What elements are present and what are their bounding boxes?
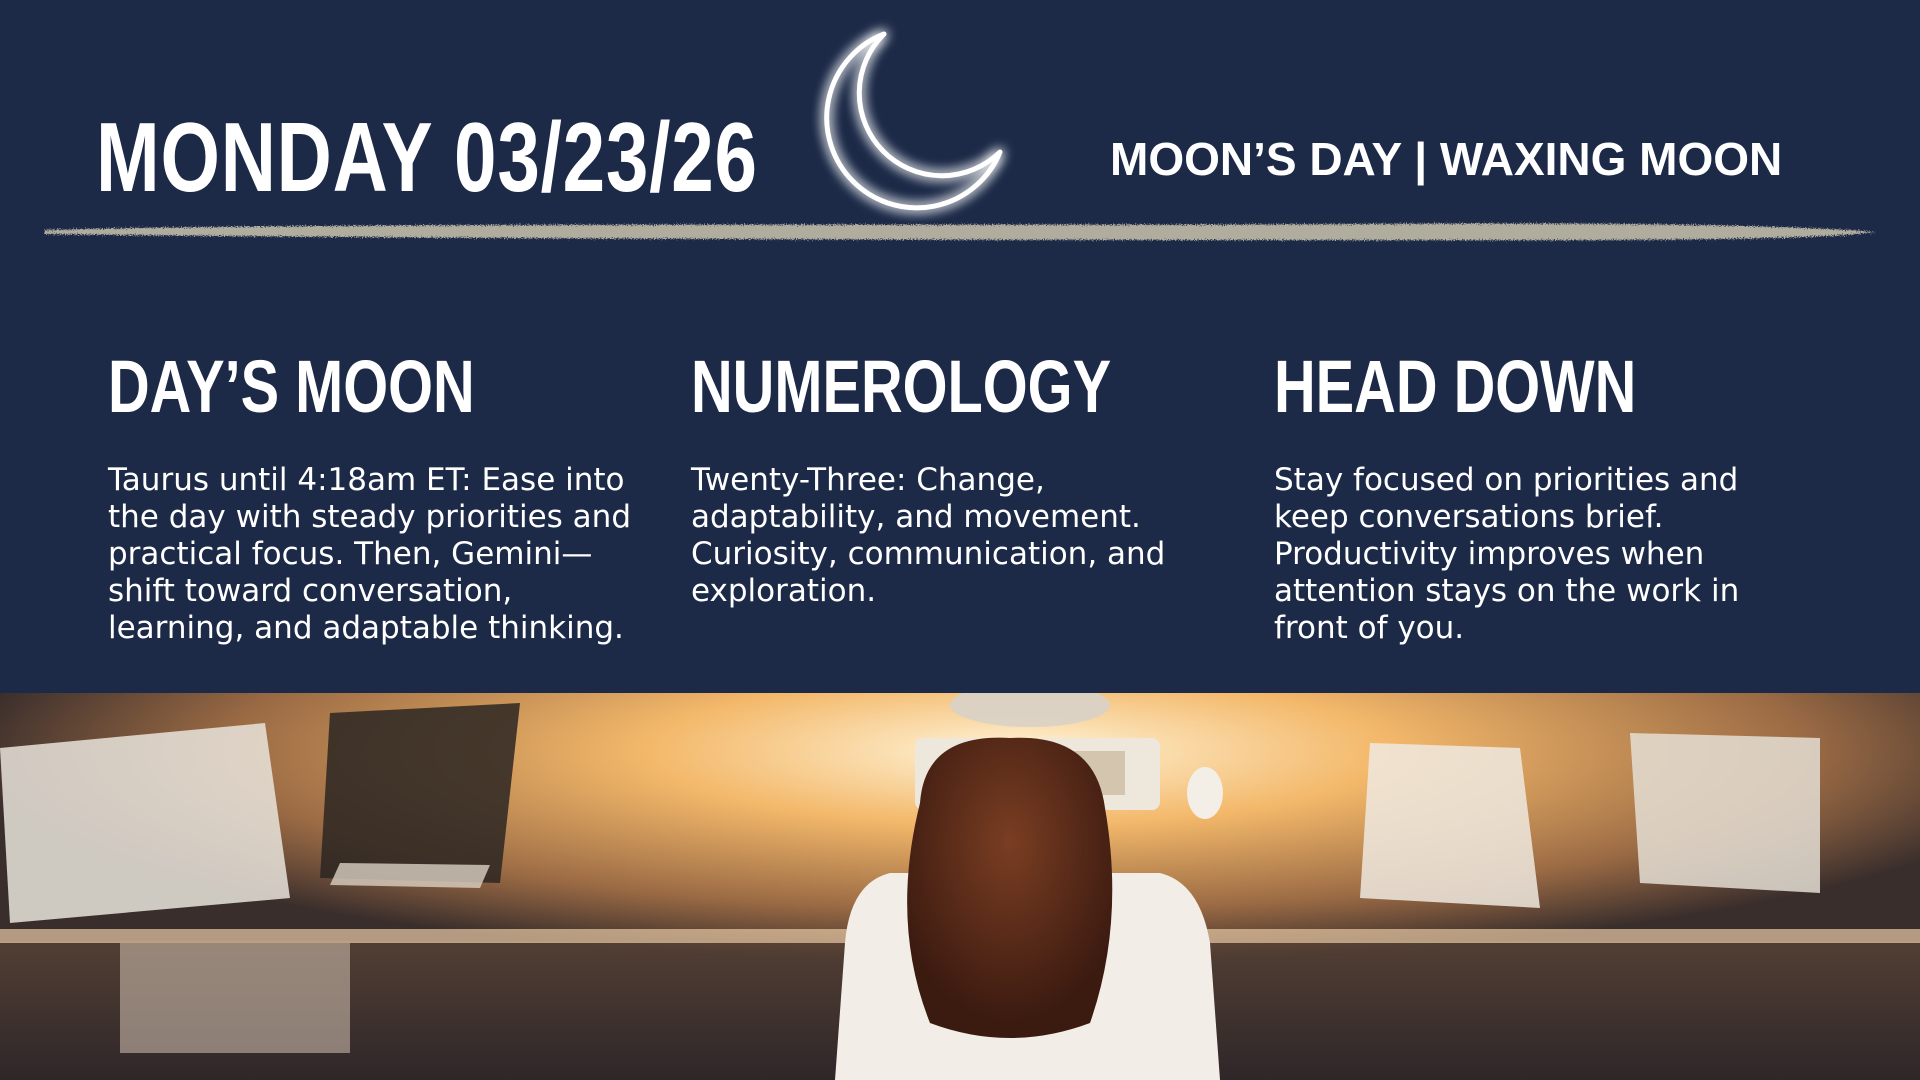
moon-phase-subtitle: MOON’S DAY | WAXING MOON xyxy=(1110,133,1783,185)
office-desk-photo xyxy=(0,693,1920,1080)
days-moon-heading: DAY’S MOON xyxy=(108,345,475,428)
crescent-moon-icon xyxy=(800,22,1020,232)
column-days-moon xyxy=(108,345,668,647)
numerology-text: Twenty-Three: Change, adaptability, and movement. Curiosity, communication, and exploration. xyxy=(691,462,1166,609)
column-numerology xyxy=(691,345,1251,610)
column-head-down xyxy=(1274,345,1834,647)
chalk-divider xyxy=(40,212,1880,252)
date-title: MONDAY 03/23/26 xyxy=(96,102,758,212)
head-down-text: Stay focused on priorities and keep conversations brief. Productivity improves when attention stays on the work in front of you. xyxy=(1274,462,1740,646)
head-down-heading: HEAD DOWN xyxy=(1274,345,1637,428)
numerology-heading: NUMEROLOGY xyxy=(691,345,1112,428)
days-moon-text: Taurus until 4:18am ET: Ease into the day with steady priorities and practical focus. Then, Gemini—shift toward conversation, learning, and adaptable thinking. xyxy=(108,462,632,646)
